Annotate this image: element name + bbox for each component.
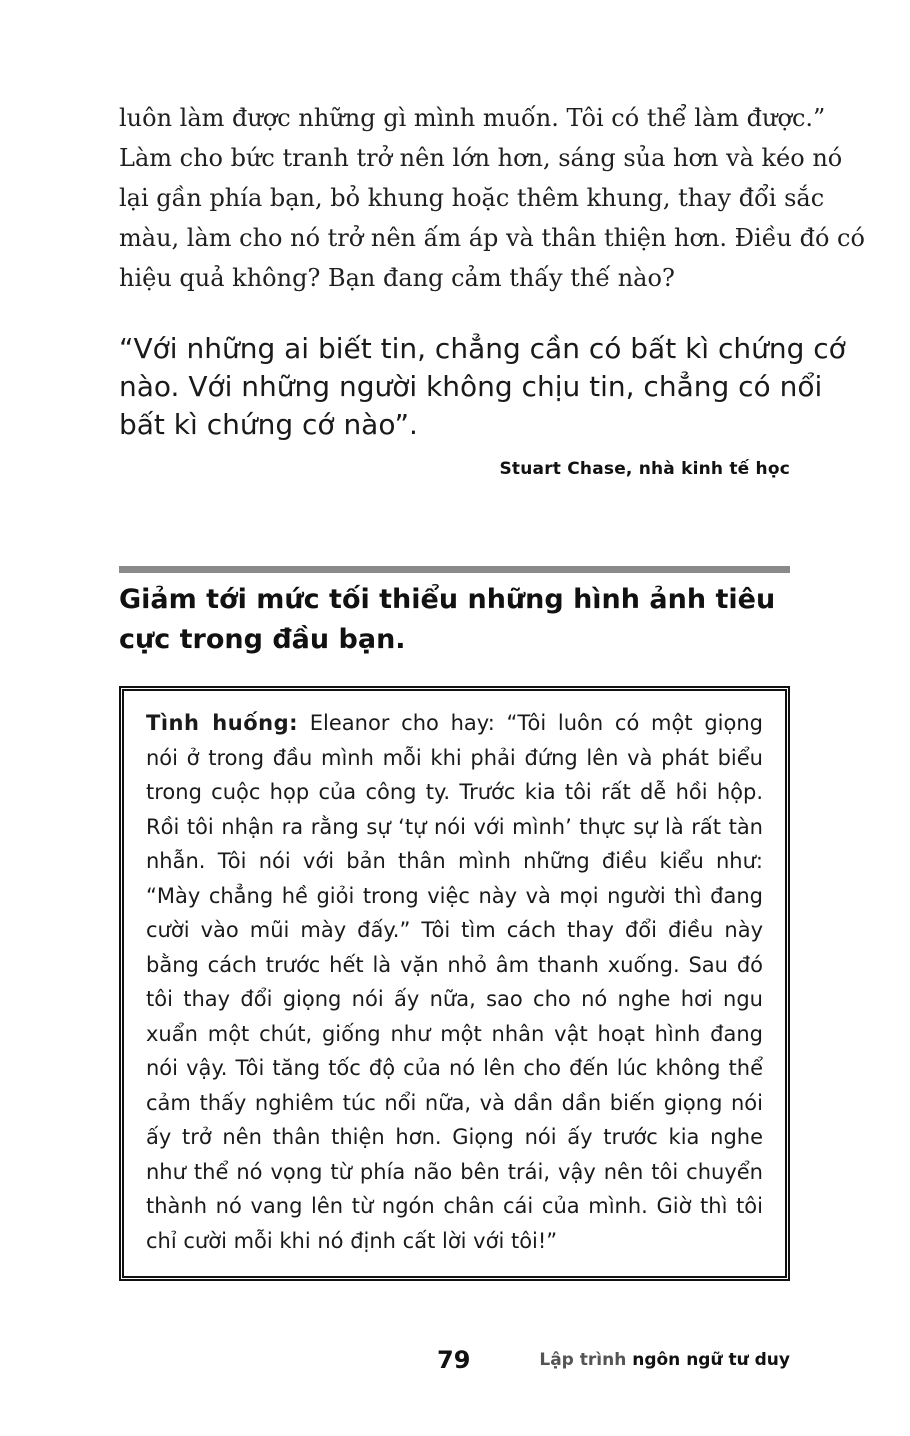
case-line: bằng cách trước hết là vặn nhỏ âm thanh xuống. Sau đó: [146, 952, 763, 977]
body-line: màu, làm cho nó trở nên ấm áp và thân thiện hơn. Điều đó có: [119, 224, 865, 252]
running-title-part2: ngôn ngữ tư duy: [626, 1350, 790, 1370]
case-line: “Mày chẳng hề giỏi trong việc này và mọi người thì đang: [146, 883, 763, 908]
running-title-part1: Lập trình: [539, 1350, 627, 1370]
quote-block: [119, 330, 846, 444]
body-line: Làm cho bức tranh trở nên lớn hơn, sáng sủa hơn và kéo nó: [119, 144, 843, 172]
case-line: xuẩn một chút, giống như một nhân vật hoạt hình đang: [146, 1021, 763, 1046]
heading-line: cực trong đầu bạn.: [119, 624, 406, 655]
quote-line: “Với những ai biết tin, chẳng cần có bất kì chứng cớ: [119, 332, 846, 365]
case-line: thành nó vang lên từ ngón chân cái của mình. Giờ thì tôi: [146, 1194, 763, 1218]
case-line: Rồi tôi nhận ra rằng sự ‘tự nói với mình’ thực sự là rất tàn: [146, 814, 763, 839]
page-number: 79: [437, 1346, 471, 1374]
case-first-line: [146, 706, 763, 741]
heading-line: Giảm tới mức tối thiểu những hình ảnh tiêu: [119, 584, 776, 615]
quote-author: Stuart Chase, nhà kinh tế học: [499, 459, 790, 479]
body-paragraph: [119, 98, 865, 298]
body-line: luôn làm được những gì mình muốn. Tôi có thể làm được.”: [119, 104, 826, 132]
quote-line: bất kì chứng cớ nào”.: [119, 408, 418, 441]
quote-line: nào. Với những người không chịu tin, chẳng có nổi: [119, 370, 823, 403]
case-line: nhẫn. Tôi nói với bản thân mình những điều kiểu như:: [146, 849, 763, 873]
case-line: cảm thấy nghiêm túc nổi nữa, và dần dần biến giọng nói: [146, 1090, 763, 1115]
case-line: tôi thay đổi giọng nói ấy nữa, sao cho nó nghe hơi ngu: [146, 987, 763, 1011]
case-line: như thể nó vọng từ phía não bên trái, vậy nên tôi chuyển: [146, 1159, 763, 1184]
case-line: cười vào mũi mày đấy.” Tôi tìm cách thay đổi điều này: [146, 918, 763, 942]
case-line: ấy trở nên thân thiện hơn. Giọng nói ấy trước kia nghe: [146, 1125, 763, 1149]
case-line: nói ở trong đầu mình mỗi khi phải đứng lên và phát biểu: [146, 745, 763, 770]
case-line: chỉ cười mỗi khi nó định cất lời với tôi!”: [146, 1228, 558, 1253]
case-line: nói vậy. Tôi tăng tốc độ của nó lên cho đến lúc không thể: [146, 1056, 763, 1080]
body-line: lại gần phía bạn, bỏ khung hoặc thêm khung, thay đổi sắc: [119, 184, 825, 212]
running-title: [539, 1350, 790, 1370]
section-heading: [119, 580, 799, 660]
case-label: Tình huống:: [146, 711, 299, 735]
case-line: trong cuộc họp của công ty. Trước kia tôi rất dễ hồi hộp.: [146, 780, 763, 804]
case-box-text: [146, 706, 763, 1258]
case-first-line-rest: Eleanor cho hay: “Tôi luôn có một giọng: [298, 711, 763, 735]
body-line: hiệu quả không? Bạn đang cảm thấy thế nào?: [119, 264, 675, 292]
section-divider: [119, 566, 790, 573]
